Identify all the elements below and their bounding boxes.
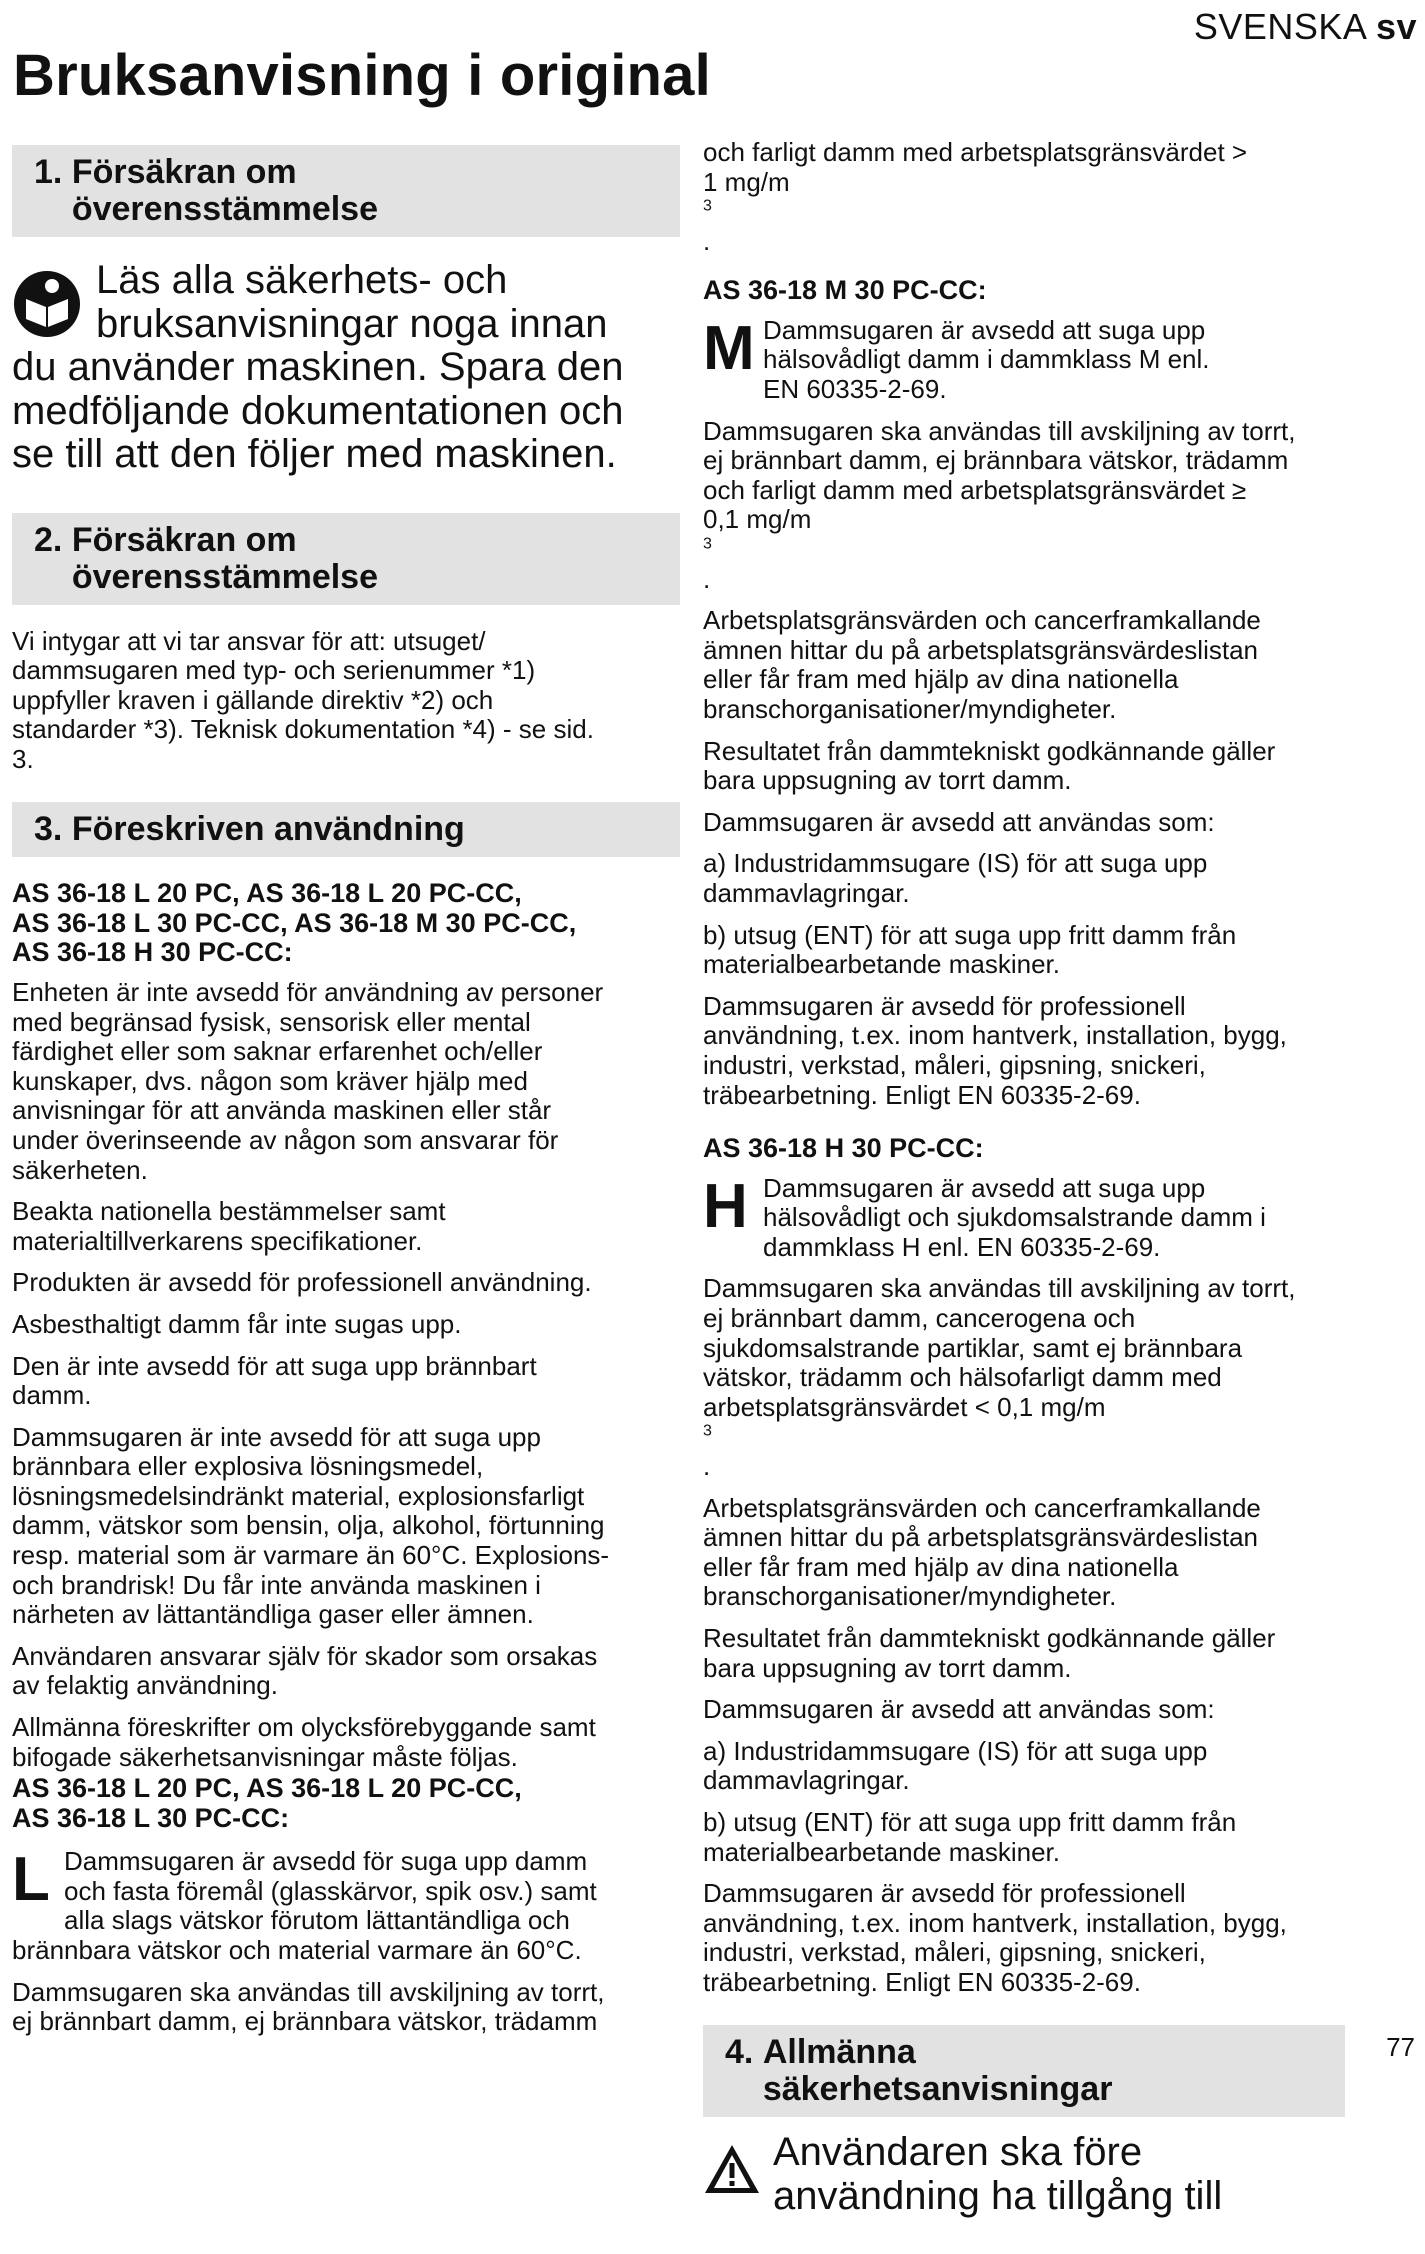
left-column [12, 145, 680, 2049]
section-1-heading: 1. Försäkran om överensstämmelse [12, 145, 680, 237]
paragraph: Resultatet från dammtekniskt godkännande gäller bara uppsugning av torrt damm. [703, 1622, 1276, 1683]
paragraph: Dammsugaren är avsedd för professionell användning, t.ex. inom hantverk, installation, bygg, industri, verkstad, måleri, gipsning, snickeri, träbearbetning. Enligt EN 60335-2-69. [703, 1878, 1287, 1997]
paragraph: Beakta nationella bestämmelser samt materialtillverkarens specifikationer. [12, 1196, 446, 1256]
paragraph: Resultatet från dammtekniskt godkännande gäller bara uppsugning av torrt damm. [703, 735, 1276, 796]
paragraph: Dammsugaren ska användas till avskiljning av torrt, ej brännbart damm, cancerogena och sjukdomsalstrande partiklar, samt ej brännbara vätskor, trädamm och hälsofarligt damm med arbetsplatsgränsvärdet < 0,1 mg/m $^3$ . [703, 1273, 1296, 1481]
warning-triangle-icon [703, 2143, 761, 2195]
page-number: 77 [1386, 2032, 1415, 2062]
models-heading-h: AS 36-18 H 30 PC-CC: [703, 1133, 984, 1164]
dust-class-h-icon: H [703, 1171, 748, 1241]
paragraph: Enheten är inte avsedd för användning av personer med begränsad fysisk, sensorisk eller mental färdighet eller som saknar erfarenhet och/eller kunskaper, dvs. någon som kräver hjälp med anvisningar för att använda maskinen eller står under överinseende av någon som ansvarar för säkerheten. [12, 976, 604, 1185]
book-reader-icon [12, 269, 82, 339]
paragraph: och farligt damm med arbetsplatsgränsvärdet > 1 mg/m $^3$ . [703, 137, 1248, 256]
paragraph: Arbetsplatsgränsvärden och cancerframkallande ämnen hittar du på arbetsplatsgränsvärdeslistan eller får fram med hjälp av dina nationella branschorganisationer/myndigheter. [703, 605, 1261, 724]
section-2-text: Vi intygar att vi tar ansvar för att: utsuget/ dammsugaren med typ- och serienummer *1) uppfyller kraven i gällande direktiv *2) och standarder *3). Teknisk dokumentation *4) - se sid. 3. [12, 625, 594, 774]
paragraph: Dammsugaren är avsedd att användas som: [703, 1694, 1215, 1725]
section-4-heading: 4. Allmänna säkerhetsanvisningar [703, 2025, 1345, 2117]
paragraph: Produkten är avsedd för professionell användning. [12, 1267, 592, 1298]
models-heading-l: AS 36-18 L 20 PC, AS 36-18 L 20 PC-CC, AS 36-18 L 30 PC-CC: [12, 1773, 522, 1833]
paragraph: Dammsugaren är inte avsedd för att suga upp brännbara eller explosiva lösningsmedel, lösningsmedelsindränkt material, explosionsfarligt damm, vätskor som bensin, olja, alkohol, förtunning resp. material som är varmare än 60°C. Explosions- och brandrisk! Du får inte använda maskinen i närheten av lättantändliga gaser eller ämnen. [12, 1421, 610, 1630]
paragraph: Användaren ansvarar själv för skador som orsakas av felaktig användning. [12, 1640, 598, 1701]
models-heading-m: AS 36-18 M 30 PC-CC: [703, 275, 987, 306]
right-column [703, 138, 1375, 2254]
list-item: b) utsug (ENT) för att suga upp fritt damm från materialbearbetande maskiner. [703, 919, 1237, 980]
paragraph: Dammsugaren är avsedd att användas som: [703, 806, 1215, 837]
dust-class-m-block: M Dammsugaren är avsedd att suga upp hälsovådligt damm i dammklass M enl. EN 60335-2-69. [703, 313, 1210, 405]
models-heading-all: AS 36-18 L 20 PC, AS 36-18 L 20 PC-CC, AS 36-18 L 30 PC-CC, AS 36-18 M 30 PC-CC, AS 36-18 H 30 PC-CC: [12, 878, 577, 968]
list-item: b) utsug (ENT) för att suga upp fritt damm från materialbearbetande maskiner. [703, 1806, 1237, 1867]
paragraph: Dammsugaren ska användas till avskiljning av torrt, ej brännbart damm, ej brännbara vätskor, trädamm och farligt damm med arbetsplatsgränsvärdet ≥ 0,1 mg/m $^3$ . [703, 415, 1296, 594]
section-2-heading: 2. Försäkran om överensstämmelse [12, 513, 680, 605]
section-1-intro: Läs alla säkerhets- och bruksanvisningar noga innan du använder maskinen. Spara den medföljande dokumentationen och se till att den följer med maskinen. [12, 258, 624, 476]
page-language-label: SVENSKA sv [1193, 6, 1417, 47]
dust-class-m-icon: M [703, 313, 755, 383]
paragraph: Allmänna föreskrifter om olycksförebyggande samt bifogade säkerhetsanvisningar måste följas. [12, 1712, 596, 1772]
list-item: a) Industridammsugare (IS) för att suga upp dammavlagringar. [703, 848, 1208, 908]
list-item: a) Industridammsugare (IS) för att suga upp dammavlagringar. [703, 1735, 1208, 1796]
paragraph: Arbetsplatsgränsvärden och cancerframkallande ämnen hittar du på arbetsplatsgränsvärdeslistan eller får fram med hjälp av dina nationella branschorganisationer/myndigheter. [703, 1492, 1261, 1612]
dust-class-l-block: L Dammsugaren är avsedd för suga upp damm och fasta föremål (glasskärvor, spik osv.) samt alla slags vätskor förutom lättantändliga och brännbara vätskor och material varmare än 60°C. [12, 1845, 597, 1965]
section-4-intro: Användaren ska före användning ha tillgång till [703, 2131, 1375, 2218]
page-title: Bruksanvisning i original [13, 43, 711, 108]
paragraph: Den är inte avsedd för att suga upp brännbart damm. [12, 1350, 537, 1411]
paragraph: Asbesthaltigt damm får inte sugas upp. [12, 1308, 462, 1339]
paragraph: Dammsugaren ska användas till avskiljning av torrt, ej brännbart damm, ej brännbara vätskor, trädamm [12, 1976, 605, 2037]
section-3-heading: 3. Föreskriven användning [12, 802, 680, 857]
dust-class-h-block: H Dammsugaren är avsedd att suga upp hälsovådligt och sjukdomsalstrande damm i dammklass H enl. EN 60335-2-69. [703, 1171, 1266, 1262]
dust-class-l-icon: L [12, 1845, 50, 1915]
paragraph: Dammsugaren är avsedd för professionell användning, t.ex. inom hantverk, installation, bygg, industri, verkstad, måleri, gipsning, snickeri, träbearbetning. Enligt EN 60335-2-69. [703, 990, 1287, 1110]
